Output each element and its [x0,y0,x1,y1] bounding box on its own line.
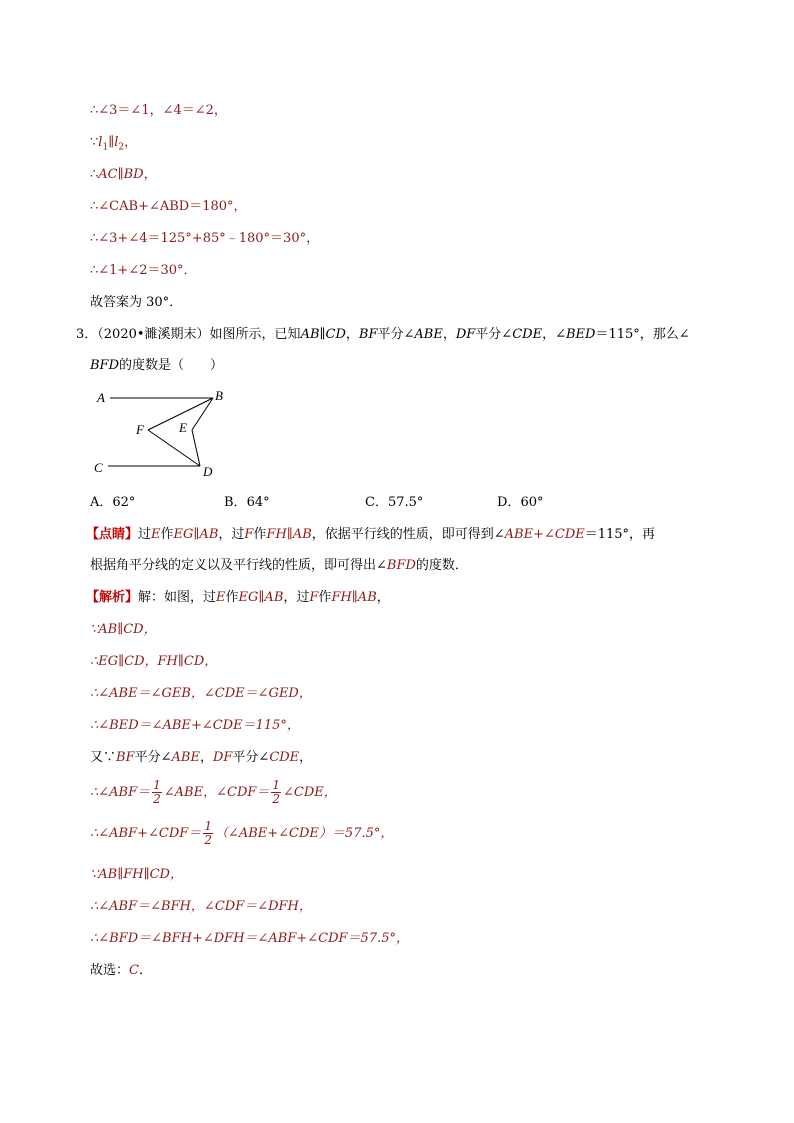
solution-line-6 [90,749,312,767]
hint-text: 的度数． [415,558,468,573]
comma: ， [124,135,138,150]
solution-text: 解：如图，过 [138,590,217,605]
prev-answer-text: 故答案为 30°． [90,295,183,310]
solution-line-8 [90,820,393,848]
option-letter: C． [365,495,388,510]
f: F [244,527,254,542]
fh-ab: FH∥AB [266,527,312,542]
solution-text: 故选： [90,963,130,978]
eg-ab: EG∥AB [238,590,284,605]
f: F [309,590,319,605]
solution-text: ∠ABE，∠CDF＝ [163,785,270,800]
question-number: 3． [76,327,98,342]
hint-text: 作 [253,527,267,542]
prev-line-4-text: ∴∠CAB+∠ABD＝180°， [90,199,247,214]
solution-text: ， [299,750,313,765]
bf: BF [358,327,378,342]
label-d: D [203,464,213,479]
abe: ABE [171,750,200,765]
e: E [151,527,161,542]
hint-line-2 [90,557,468,575]
segment-fd [148,430,200,466]
fraction-num: 1 [204,819,212,833]
bisect-text: 平分∠ [475,327,513,342]
option-letter: D． [497,495,521,510]
l1-letter: l [98,135,103,150]
l2-sub: 2 [118,142,125,153]
prev-line-2 [90,134,137,157]
option-letter: B． [224,495,247,510]
prev-line-1 [90,102,227,120]
solution-line-5 [90,717,300,735]
label-c: C [94,460,103,475]
option-d[interactable] [497,494,543,512]
hint-text: 根据角平分线的定义以及平行线的性质，即可得出∠ [90,558,387,573]
fraction-num: 1 [153,778,161,792]
question-line-1 [76,326,690,344]
solution-line-10 [90,898,312,916]
option-value: 57.5° [387,495,424,510]
l2-letter: l [114,135,119,150]
prev-line-5-text: ∴∠3+∠4＝125°+85°﹣180°＝30°， [90,231,320,246]
solution-text: ， [376,590,390,605]
prev-answer [90,294,182,312]
solution-text: ∴EG∥CD，FH∥CD， [90,654,218,669]
solution-text: 作 [225,590,239,605]
df: DF [455,327,476,342]
solution-text: 平分∠ [134,750,172,765]
solution-line-12 [90,962,152,980]
df: DF [212,750,233,765]
fh-ab: FH∥AB [331,590,377,605]
parallel-symbol: ∥ [108,135,115,150]
prev-line-6 [90,262,197,280]
solution-text: 平分∠ [232,750,270,765]
hint-tag: 【点睛】 [86,527,139,542]
solution-text: ∵AB∥FH∥CD， [90,867,183,882]
solution-tag: 【解析】 [86,590,139,605]
hint-line-1 [86,526,655,544]
solution-text: 又∵ [90,750,117,765]
prev-line-5 [90,230,319,248]
bf: BF [116,750,135,765]
hint-text: ＝115°，再 [584,527,656,542]
label-a: A [97,390,105,405]
option-value: 62° [112,495,136,510]
solution-line-9 [90,866,183,884]
fraction-half [271,779,281,806]
because-symbol: ∵ [90,135,99,150]
comma: ， [143,167,157,182]
hint-text: ，过 [218,527,245,542]
answer-letter: C [129,963,139,978]
solution-text: ∵AB∥CD， [90,622,157,637]
solution-text: ∴∠ABF+∠CDF＝ [90,826,202,841]
sep: ，∠ [542,327,566,342]
label-b: B [215,388,223,403]
fraction-num: 1 [272,778,281,792]
option-value: 64° [246,495,270,510]
solution-text: ， [199,750,213,765]
fraction-den: 2 [153,792,161,806]
prev-line-1-text: ∴∠3＝∠1，∠4＝∠2， [90,103,227,118]
solution-text: ∠CDE， [283,785,337,800]
option-a[interactable] [90,494,135,512]
prev-line-3 [90,166,157,184]
eg-ab: EG∥AB [173,527,219,542]
solution-text: ∴∠BFD＝∠BFH+∠DFH＝∠ABF+∠CDF＝57.5°， [90,931,410,946]
ab-parallel-cd: AB∥CD [300,327,346,342]
sep: ， [345,327,359,342]
bisect-text: 平分∠ [377,327,415,342]
hint-text: 作 [160,527,174,542]
question-tail: 的度数是（ ） [119,358,224,373]
solution-line-1 [86,589,390,607]
abe-cde: ABE+∠CDE [504,527,585,542]
solution-text: ． [138,963,152,978]
solution-line-2 [90,621,157,639]
label-f: F [136,422,144,437]
bfd: BFD [90,358,119,373]
option-value: 60° [520,495,544,510]
therefore-symbol: ∴ [90,167,99,182]
question-text: 如图所示，已知 [209,327,301,342]
option-c[interactable] [365,494,423,512]
solution-text: ∴∠ABE＝∠GEB，∠CDE＝∠GED， [90,686,312,701]
prev-line-6-text: ∴∠1+∠2＝30°． [90,263,197,278]
geometry-figure [88,384,238,484]
solution-text: ∴∠ABF＝ [90,785,151,800]
option-b[interactable] [224,494,270,512]
solution-text: ，过 [283,590,310,605]
hint-text: ，依据平行线的性质，即可得到∠ [311,527,505,542]
segment-ed [192,430,200,466]
bed: BED [565,327,596,342]
solution-text: ∴∠BED＝∠ABE+∠CDE＝115°， [90,718,300,733]
label-e: E [179,420,187,435]
fraction-den: 2 [204,833,212,847]
eq-text: ＝115°，那么∠ [595,327,690,342]
fraction-den: 2 [272,792,281,806]
ac-bd: AC∥BD [98,167,144,182]
solution-line-4 [90,685,312,703]
sep: ， [442,327,456,342]
solution-line-11 [90,930,409,948]
solution-line-3 [90,653,217,671]
solution-text: 作 [318,590,332,605]
hint-text: 过 [138,527,152,542]
solution-text: （∠ABE+∠CDE）＝57.5°， [214,826,394,841]
fraction-half [152,779,162,806]
cde: CDE [512,327,543,342]
e: E [216,590,226,605]
solution-line-7 [90,779,337,807]
abe: ABE [414,327,443,342]
cde: CDE [269,750,300,765]
solution-text: ∴∠ABF＝∠BFH，∠CDF＝∠DFH， [90,899,312,914]
option-letter: A． [90,495,113,510]
fraction-half [203,820,213,847]
l1-sub: 1 [102,142,109,153]
question-line-2 [90,357,223,375]
bfd: BFD [386,558,416,573]
question-source: （2020•濉溪期末） [97,327,210,342]
prev-line-4 [90,198,247,216]
